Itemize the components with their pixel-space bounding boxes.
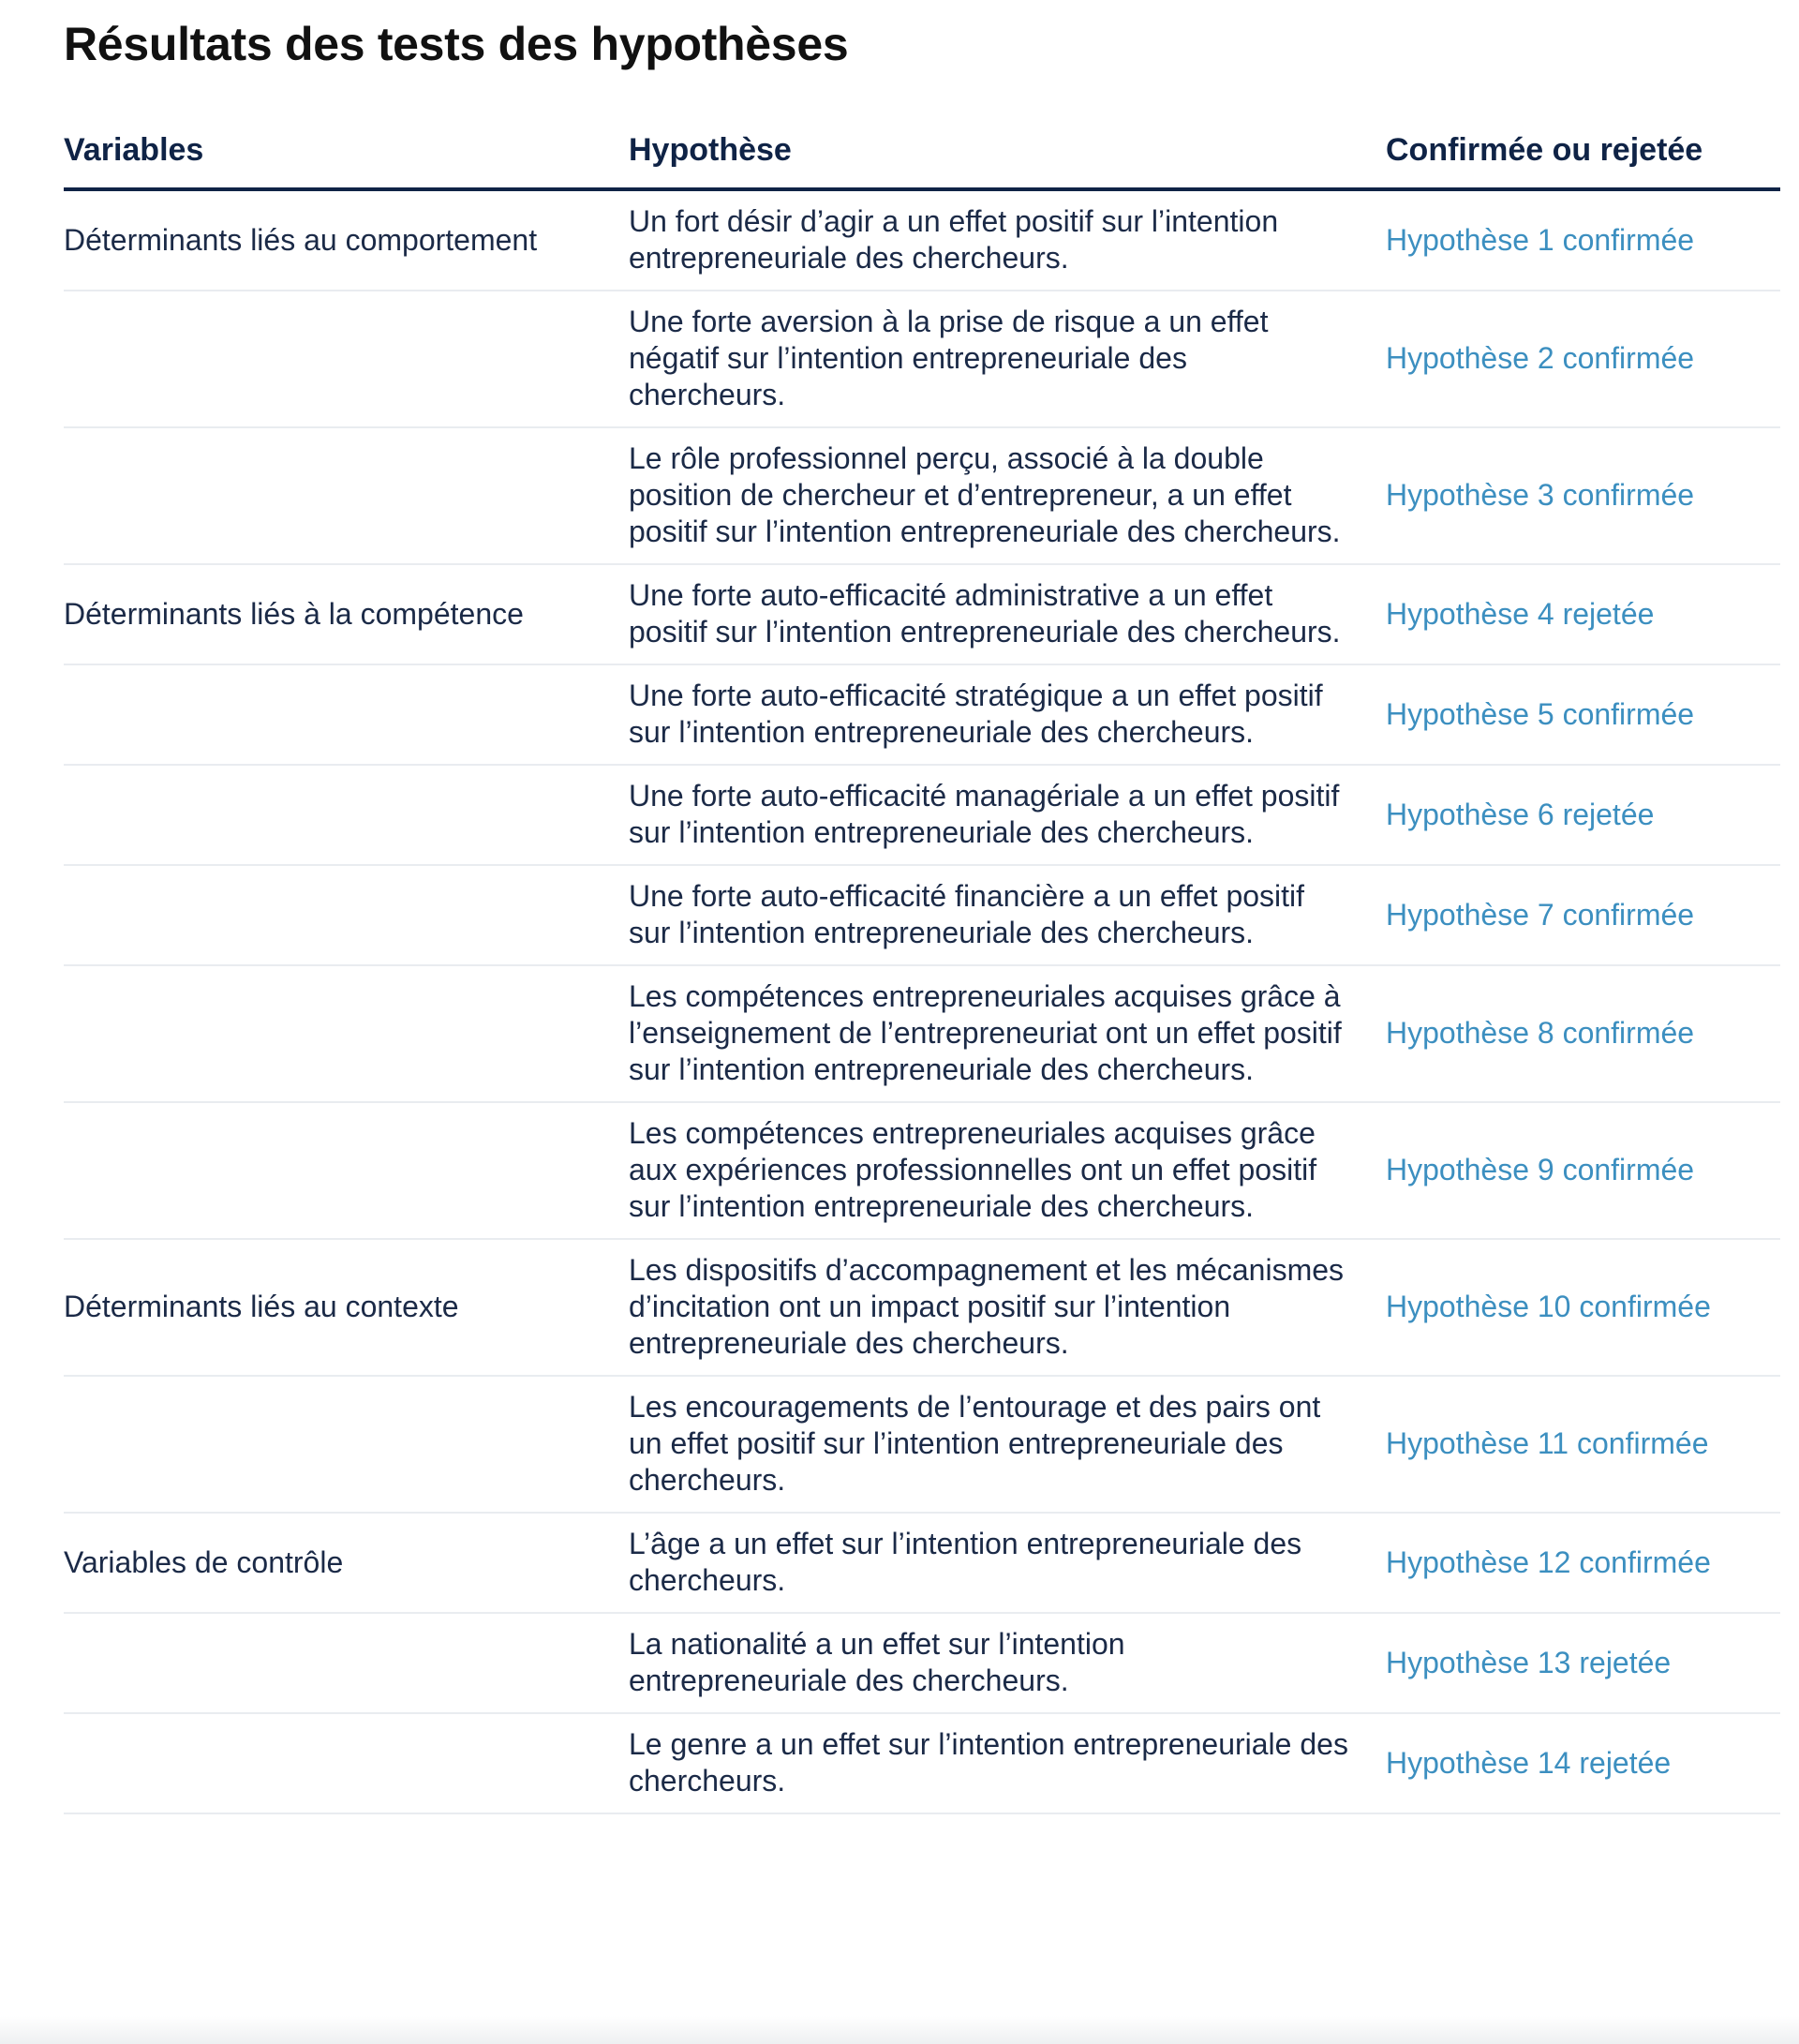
table-row <box>64 1102 1780 1239</box>
hypothesis-cell: Une forte auto-efficacité administrative a un effet positif sur l’intention entrepreneuriale des chercheurs. <box>629 564 1386 664</box>
hypothesis-result-link[interactable]: Hypothèse 9 confirmée <box>1386 1153 1695 1186</box>
hypothesis-result-link[interactable]: Hypothèse 12 confirmée <box>1386 1544 1711 1579</box>
column-header-hypothesis: Hypothèse <box>629 131 1386 189</box>
hypothesis-cell: Un fort désir d’agir a un effet positif sur l’intention entrepreneuriale des chercheurs. <box>629 189 1386 291</box>
table-row <box>64 1376 1780 1513</box>
table-row <box>64 291 1780 427</box>
hypothesis-cell: Les encouragements de l’entourage et des pairs ont un effet positif sur l’intention entrepreneuriale des chercheurs. <box>629 1376 1386 1513</box>
hypothesis-result-link[interactable]: Hypothèse 7 confirmée <box>1386 897 1695 932</box>
table-row <box>64 427 1780 564</box>
result-cell <box>1386 965 1780 1102</box>
hypothesis-cell: Le rôle professionnel perçu, associé à la double position de chercheur et d’entrepreneur, a un effet positif sur l’intention entrepreneuriale des chercheurs. <box>629 427 1386 564</box>
result-cell <box>1386 1513 1780 1613</box>
hypothesis-result-link[interactable]: Hypothèse 6 rejetée <box>1386 797 1655 831</box>
variable-cell: Déterminants liés au contexte <box>64 1239 629 1376</box>
result-cell <box>1386 564 1780 664</box>
variable-cell: Variables de contrôle <box>64 1513 629 1613</box>
table-body <box>64 189 1780 1813</box>
result-cell <box>1386 1376 1780 1513</box>
hypothesis-cell: Une forte auto-efficacité managériale a un effet positif sur l’intention entrepreneuriale des chercheurs. <box>629 765 1386 865</box>
variable-cell: Déterminants liés au comportement <box>64 189 629 291</box>
hypothesis-result-link[interactable]: Hypothèse 10 confirmée <box>1386 1290 1711 1323</box>
hypothesis-result-link[interactable]: Hypothèse 4 rejetée <box>1386 596 1655 631</box>
hypothesis-cell: Le genre a un effet sur l’intention entrepreneuriale des chercheurs. <box>629 1713 1386 1813</box>
variable-cell: Déterminants liés à la compétence <box>64 564 629 664</box>
result-cell <box>1386 664 1780 765</box>
variable-cell <box>64 965 629 1102</box>
column-header-variables: Variables <box>64 131 629 189</box>
page-title: Résultats des tests des hypothèses <box>64 18 849 70</box>
variable-cell <box>64 664 629 765</box>
variable-cell <box>64 865 629 965</box>
result-cell <box>1386 765 1780 865</box>
hypothesis-cell: Une forte auto-efficacité financière a un effet positif sur l’intention entrepreneuriale des chercheurs. <box>629 865 1386 965</box>
table-row <box>64 1613 1780 1713</box>
variable-cell <box>64 1713 629 1813</box>
hypothesis-cell: Les compétences entrepreneuriales acquises grâce à l’enseignement de l’entrepreneuriat ont un effet positif sur l’intention entrepreneuriale des chercheurs. <box>629 965 1386 1102</box>
hypothesis-result-link[interactable]: Hypothèse 1 confirmée <box>1386 222 1695 257</box>
variable-cell <box>64 1376 629 1513</box>
result-cell <box>1386 427 1780 564</box>
result-cell <box>1386 1713 1780 1813</box>
hypothesis-cell: Les dispositifs d’accompagnement et les mécanismes d’incitation ont un impact positif sur l’intention entrepreneuriale des chercheurs. <box>629 1239 1386 1376</box>
variable-cell <box>64 765 629 865</box>
hypothesis-cell: La nationalité a un effet sur l’intention entrepreneuriale des chercheurs. <box>629 1613 1386 1713</box>
hypothesis-cell: Une forte aversion à la prise de risque a un effet négatif sur l’intention entrepreneuriale des chercheurs. <box>629 291 1386 427</box>
table-row <box>64 965 1780 1102</box>
result-cell <box>1386 1102 1780 1239</box>
variable-cell <box>64 291 629 427</box>
table-row <box>64 1713 1780 1813</box>
hypothesis-result-link[interactable]: Hypothèse 13 rejetée <box>1386 1645 1672 1679</box>
variable-cell <box>64 427 629 564</box>
result-cell <box>1386 189 1780 291</box>
variable-cell <box>64 1613 629 1713</box>
variable-cell <box>64 1102 629 1239</box>
table-row <box>64 865 1780 965</box>
hypothesis-result-link[interactable]: Hypothèse 11 confirmée <box>1386 1426 1709 1460</box>
table-row <box>64 564 1780 664</box>
hypothesis-result-link[interactable]: Hypothèse 14 rejetée <box>1386 1745 1672 1780</box>
table-row <box>64 1513 1780 1613</box>
bottom-scroll-fade <box>0 2016 1799 2044</box>
hypothesis-result-link[interactable]: Hypothèse 8 confirmée <box>1386 1016 1695 1050</box>
hypothesis-cell: L’âge a un effet sur l’intention entrepreneuriale des chercheurs. <box>629 1513 1386 1613</box>
hypotheses-results-table <box>64 131 1780 1814</box>
hypothesis-cell: Une forte auto-efficacité stratégique a un effet positif sur l’intention entrepreneuriale des chercheurs. <box>629 664 1386 765</box>
table-header <box>64 131 1780 189</box>
table-row <box>64 664 1780 765</box>
hypothesis-cell: Les compétences entrepreneuriales acquises grâce aux expériences professionnelles ont un effet positif sur l’intention entrepreneuriale des chercheurs. <box>629 1102 1386 1239</box>
result-cell <box>1386 291 1780 427</box>
table-row <box>64 765 1780 865</box>
table-row <box>64 189 1780 291</box>
hypothesis-result-link[interactable]: Hypothèse 3 confirmée <box>1386 478 1695 512</box>
result-cell <box>1386 1613 1780 1713</box>
column-header-result: Confirmée ou rejetée <box>1386 131 1780 189</box>
hypothesis-result-link[interactable]: Hypothèse 2 confirmée <box>1386 341 1695 375</box>
table-header-row <box>64 131 1780 189</box>
article-content <box>64 0 1780 1814</box>
table-row <box>64 1239 1780 1376</box>
result-cell <box>1386 865 1780 965</box>
result-cell <box>1386 1239 1780 1376</box>
hypothesis-result-link[interactable]: Hypothèse 5 confirmée <box>1386 696 1695 731</box>
